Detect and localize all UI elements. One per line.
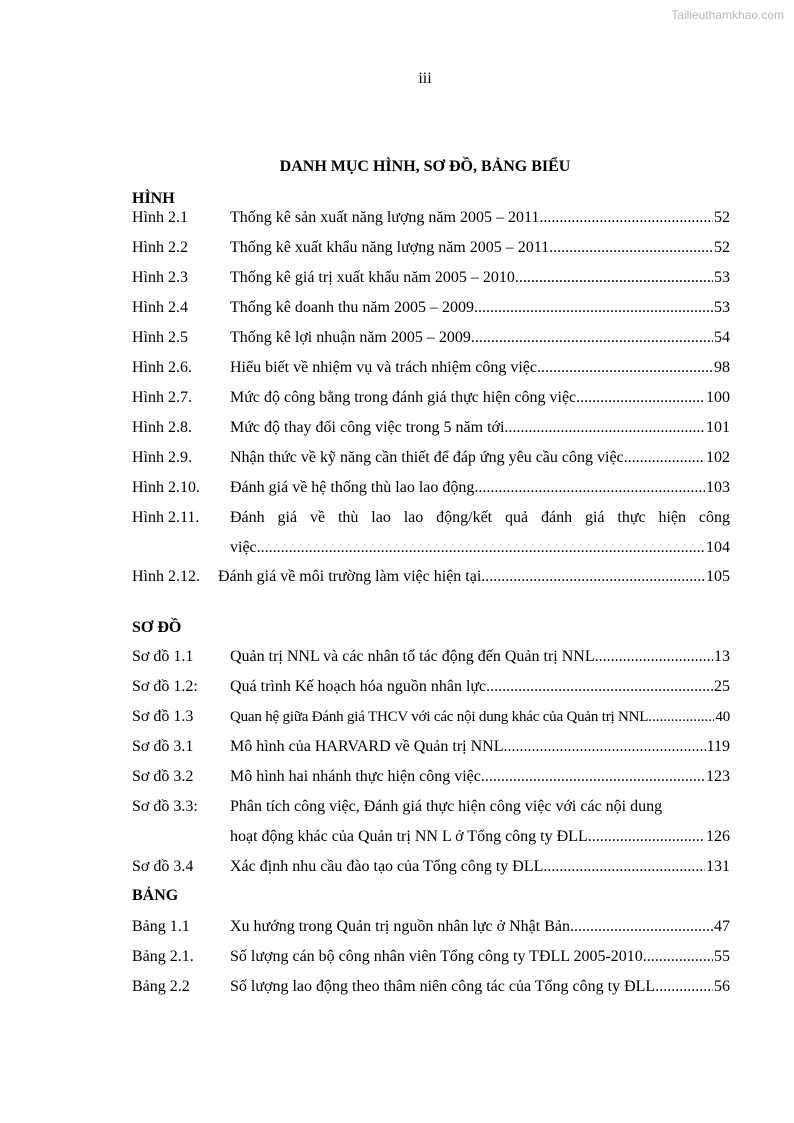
leader-dots xyxy=(481,567,705,587)
entry-text: Thống kê doanh thu năm 2005 – 2009 xyxy=(230,299,474,316)
entry-label: Hình 2.8. xyxy=(132,419,192,436)
entry-page: 104 xyxy=(706,539,730,556)
entry-page: 47 xyxy=(714,918,730,935)
leader-dots xyxy=(624,448,705,468)
entry-label: Sơ đồ 3.1 xyxy=(132,738,194,755)
entry-text: Đánh giá về môi trường làm việc hiện tại xyxy=(218,568,482,585)
leader-dots xyxy=(549,238,713,258)
entry-page: 54 xyxy=(714,329,730,346)
entry-label: Bảng 2.2 xyxy=(132,978,190,995)
entry-label: Hình 2.1 xyxy=(132,209,188,226)
leader-dots xyxy=(643,947,713,967)
entry-text: Mức độ thay đổi công việc trong 5 năm tới xyxy=(230,419,505,436)
leader-dots xyxy=(257,538,705,558)
leader-dots xyxy=(543,857,705,877)
entry-page: 55 xyxy=(714,948,730,965)
entry-text: Xác định nhu cầu đào tạo của Tổng công ty ĐLL xyxy=(230,858,544,875)
list-item[interactable] xyxy=(132,508,730,568)
leader-dots xyxy=(537,358,713,378)
entry-text: Phân tích công việc, Đánh giá thực hiện công việc với các nội dung xyxy=(230,798,663,815)
watermark: Tailieuthamkhao.com xyxy=(671,8,784,22)
entry-page: 105 xyxy=(706,568,730,585)
entry-text: Đánh giá về hệ thống thù lao lao động xyxy=(230,479,475,496)
entry-label: Hình 2.9. xyxy=(132,449,192,466)
leader-dots xyxy=(515,268,713,288)
leader-dots xyxy=(474,298,713,318)
entry-page: 25 xyxy=(714,678,730,695)
section-heading-so-do: SƠ ĐỒ xyxy=(132,619,182,636)
entry-text: Quản trị NNL và các nhân tố tác động đến Quản trị NNL xyxy=(230,648,595,665)
leader-dots xyxy=(504,418,705,438)
leader-dots xyxy=(595,647,713,667)
entry-page: 102 xyxy=(706,449,730,466)
entry-text-continued: việc xyxy=(230,539,257,556)
entry-label: Bảng 1.1 xyxy=(132,918,190,935)
entry-label: Sơ đồ 3.3: xyxy=(132,798,198,815)
entry-text: Mô hình hai nhánh thực hiện công việc xyxy=(230,768,481,785)
entry-label: Hình 2.4 xyxy=(132,299,188,316)
entry-label: Hình 2.12. xyxy=(132,568,200,585)
entry-text: Mô hình của HARVARD về Quản trị NNL xyxy=(230,738,504,755)
entry-text: Số lượng lao động theo thâm niên công tác của Tổng công ty ĐLL xyxy=(230,978,656,995)
entry-page: 53 xyxy=(714,299,730,316)
entry-page: 103 xyxy=(706,479,730,496)
entry-text: Số lượng cán bộ công nhân viên Tổng công ty TĐLL 2005-2010 xyxy=(230,948,643,965)
entry-page: 100 xyxy=(706,389,730,406)
entry-page: 119 xyxy=(706,738,730,755)
entry-label: Hình 2.6. xyxy=(132,359,192,376)
entry-text: Thống kê xuất khẩu năng lượng năm 2005 – 2011 xyxy=(230,239,550,256)
leader-dots xyxy=(504,737,706,757)
leader-dots xyxy=(648,707,714,727)
entry-label: Sơ đồ 1.1 xyxy=(132,648,194,665)
section-heading-hinh: HÌNH xyxy=(132,190,175,207)
leader-dots xyxy=(655,977,713,997)
entry-text: Xu hướng trong Quản trị nguồn nhân lực ở Nhật Bản xyxy=(230,918,570,935)
entry-label: Hình 2.3 xyxy=(132,269,188,286)
entry-page: 52 xyxy=(714,209,730,226)
entry-page: 98 xyxy=(714,359,730,376)
leader-dots xyxy=(539,208,713,228)
entry-label: Sơ đồ 1.3 xyxy=(132,708,194,725)
list-item[interactable] xyxy=(132,797,730,857)
entry-text: Đánh giá về thù lao lao động/kết quả đánh giá thực hiện công xyxy=(230,509,730,526)
leader-dots xyxy=(481,767,705,787)
entry-text-continued: hoạt động khác của Quản trị NN L ở Tổng công ty ĐLL xyxy=(230,828,588,845)
entry-label: Hình 2.10. xyxy=(132,479,200,496)
entry-page: 131 xyxy=(706,858,730,875)
entry-text: Quan hệ giữa Đánh giá THCV với các nội dung khác của Quản trị NNL xyxy=(230,709,649,725)
page-title: DANH MỤC HÌNH, SƠ ĐỒ, BẢNG BIỂU xyxy=(279,158,571,175)
entry-text: Mức độ công bằng trong đánh giá thực hiện công việc xyxy=(230,389,577,406)
entry-text: Thống kê lợi nhuận năm 2005 – 2009 xyxy=(230,329,471,346)
page-number: iii xyxy=(418,70,432,87)
leader-dots xyxy=(474,478,705,498)
entry-label: Hình 2.11. xyxy=(132,509,200,526)
entry-text: Quá trình Kế hoạch hóa nguồn nhân lực xyxy=(230,678,487,695)
entry-page: 56 xyxy=(714,978,730,995)
entry-label: Sơ đồ 1.2: xyxy=(132,678,198,695)
entry-page: 126 xyxy=(706,828,730,845)
entry-label: Sơ đồ 3.4 xyxy=(132,858,194,875)
entry-label: Hình 2.5 xyxy=(132,329,188,346)
entry-label: Hình 2.7. xyxy=(132,389,192,406)
entry-page: 52 xyxy=(714,239,730,256)
entry-text: Nhận thức về kỹ năng cần thiết để đáp ứng yêu cầu công việc xyxy=(230,449,624,466)
entry-page: 13 xyxy=(714,648,730,665)
entry-page: 53 xyxy=(714,269,730,286)
entry-text: Thống kê sản xuất năng lượng năm 2005 – 2011 xyxy=(230,209,540,226)
leader-dots xyxy=(576,388,705,408)
leader-dots xyxy=(588,827,705,847)
entry-text: Thống kê giá trị xuất khẩu năm 2005 – 2010 xyxy=(230,269,515,286)
entry-label: Sơ đồ 3.2 xyxy=(132,768,194,785)
leader-dots xyxy=(486,677,713,697)
entry-label: Bảng 2.1. xyxy=(132,948,194,965)
entry-label: Hình 2.2 xyxy=(132,239,188,256)
leader-dots xyxy=(570,917,713,937)
entry-text: Hiểu biết về nhiệm vụ và trách nhiệm công việc xyxy=(230,359,538,376)
entry-page: 40 xyxy=(715,709,730,725)
leader-dots xyxy=(471,328,713,348)
entry-page: 101 xyxy=(706,419,730,436)
entry-page: 123 xyxy=(706,768,730,785)
section-heading-bang: BẢNG xyxy=(132,887,179,904)
